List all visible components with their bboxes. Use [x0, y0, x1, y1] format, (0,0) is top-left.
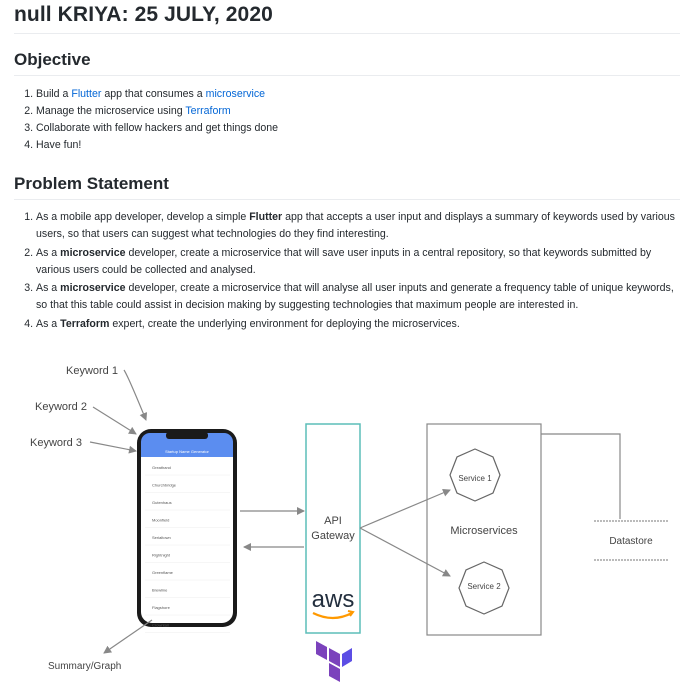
phone-list-item: Churchbridge	[152, 482, 177, 488]
aws-logo: aws	[311, 586, 355, 613]
service-2-label: Service 2	[467, 582, 501, 591]
keyword-1-arrow	[124, 370, 146, 420]
summary-arrow	[104, 620, 152, 653]
objective-heading: Objective	[14, 50, 91, 69]
phone-list-item: Flagshore	[152, 605, 170, 610]
keyword-2-arrow	[93, 407, 136, 434]
phone-list-item: Gutenhaus	[152, 500, 172, 505]
objective-divider	[14, 75, 680, 76]
terraform-logo-icon	[316, 641, 352, 682]
service-1-arrow	[360, 490, 450, 528]
summary-graph-label: Summary/Graph	[48, 661, 122, 672]
page-title: null KRIYA: 25 JULY, 2020	[14, 3, 273, 26]
list-item: 1. As a mobile app developer, develop a simple Flutter app that accepts a user input and displays a summary of keywords used by various users, so that users can suggest what technologies do they find interesting.	[36, 209, 678, 243]
list-item: 2. As a microservice developer, create a microservice that will save user inputs in a central repository, so that keywords submitted by various users could be collected and analysed.	[36, 245, 678, 279]
phone-mockup	[137, 429, 237, 633]
list-item: 3. As a microservice developer, create a microservice that will analyse all user inputs and generate a frequency table of unique keywords, so that this table could assist in decision making by suggesting technologies that maximum people are interested in.	[36, 280, 678, 314]
service-2-arrow	[360, 528, 450, 576]
microservice-link[interactable]: microservice	[205, 88, 266, 100]
architecture-diagram	[0, 350, 680, 691]
api-gateway-label: API	[324, 515, 342, 527]
keyword-1-label: Keyword 1	[66, 365, 118, 377]
phone-header-title: Startup Name Generator	[165, 449, 209, 454]
phone-list-item: Rightnight	[152, 552, 171, 558]
service-1-label: Service 1	[458, 474, 492, 483]
phone-list-item: Crowntail	[152, 622, 169, 628]
phone-list-item: Moonfield	[152, 517, 170, 523]
datastore-connector	[541, 434, 620, 519]
problem-list	[14, 209, 678, 334]
list-item: 1. Build a Flutter app that consumes a microservice	[36, 86, 678, 103]
datastore-label: Datastore	[609, 536, 653, 547]
phone-list-item: Serialtown	[152, 535, 171, 540]
aws-smile-icon	[313, 613, 352, 618]
list-item: 2. Manage the microservice using Terraform	[36, 103, 678, 120]
list-item: 4. Have fun!	[36, 137, 678, 154]
problem-divider	[14, 199, 680, 200]
phone-list-item: Greathand	[152, 465, 171, 470]
phone-list-item: Brewline	[152, 587, 168, 593]
microservices-label: Microservices	[450, 525, 518, 537]
title-divider	[14, 33, 680, 34]
keyword-2-label: Keyword 2	[35, 401, 87, 413]
flutter-link[interactable]: Flutter	[71, 88, 102, 100]
api-gateway-label: Gateway	[311, 530, 355, 542]
keyword-3-label: Keyword 3	[30, 437, 82, 449]
terraform-link[interactable]: Terraform	[185, 105, 231, 117]
objective-list	[14, 86, 678, 154]
list-item: 3. Collaborate with fellow hackers and get things done	[36, 120, 678, 137]
problem-heading: Problem Statement	[14, 174, 169, 193]
list-item: 4. As a Terraform expert, create the underlying environment for deploying the microservices.	[36, 316, 678, 333]
phone-list-item: Greenflame	[152, 570, 173, 575]
keyword-3-arrow	[90, 442, 136, 451]
